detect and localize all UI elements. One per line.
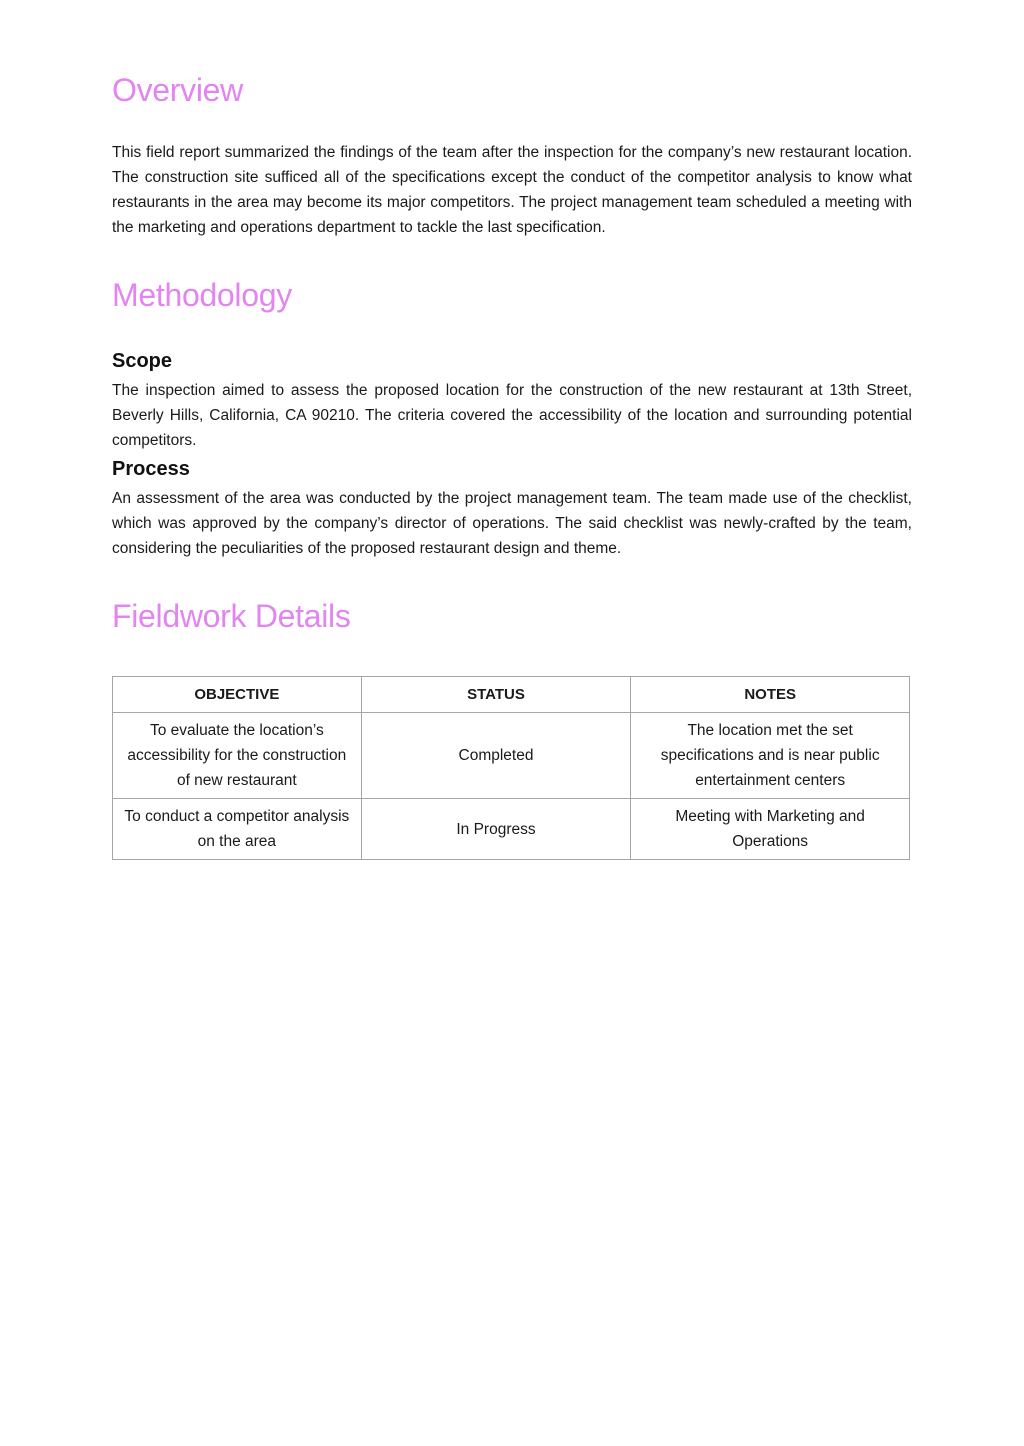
scope-heading: Scope [112,350,173,372]
status-cell: Completed [361,713,631,799]
overview-paragraph: This field report summarized the findings of the team after the inspection for the company’s new restaurant location. The construction site sufficed all of the specifications except the conduct of the competitor analysis to know what restaurants in the area may become its major competitors. The project management team scheduled a meeting with the marketing and operations department to tackle the last specification. [112,144,912,236]
process-paragraph: An assessment of the area was conducted by the project management team. The team made use of the checklist, which was approved by the company’s director of operations. The said checklist was newly-crafted by the team, considering the peculiarities of the proposed restaurant design and theme. [112,490,912,557]
objective-cell: To conduct a competitor analysis on the area [113,799,362,860]
table-header-row [113,677,910,713]
fieldwork-heading: Fieldwork Details [112,598,351,634]
table-row [113,799,910,860]
column-header-objective: OBJECTIVE [113,677,362,713]
process-heading: Process [112,458,190,480]
overview-heading: Overview [112,72,243,108]
scope-paragraph: The inspection aimed to assess the proposed location for the construction of the new restaurant at 13th Street, Beverly Hills, California, CA 90210. The criteria covered the accessibility of the location and surrounding potential competitors. [112,382,912,449]
column-header-notes: NOTES [631,677,910,713]
objective-cell: To evaluate the location’s accessibility for the construction of new restaurant [113,713,362,799]
methodology-heading: Methodology [112,277,292,313]
notes-cell: Meeting with Marketing and Operations [631,799,910,860]
table-row [113,713,910,799]
fieldwork-table [112,676,910,860]
status-cell: In Progress [361,799,631,860]
column-header-status: STATUS [361,677,631,713]
notes-cell: The location met the set specifications and is near public entertainment centers [631,713,910,799]
